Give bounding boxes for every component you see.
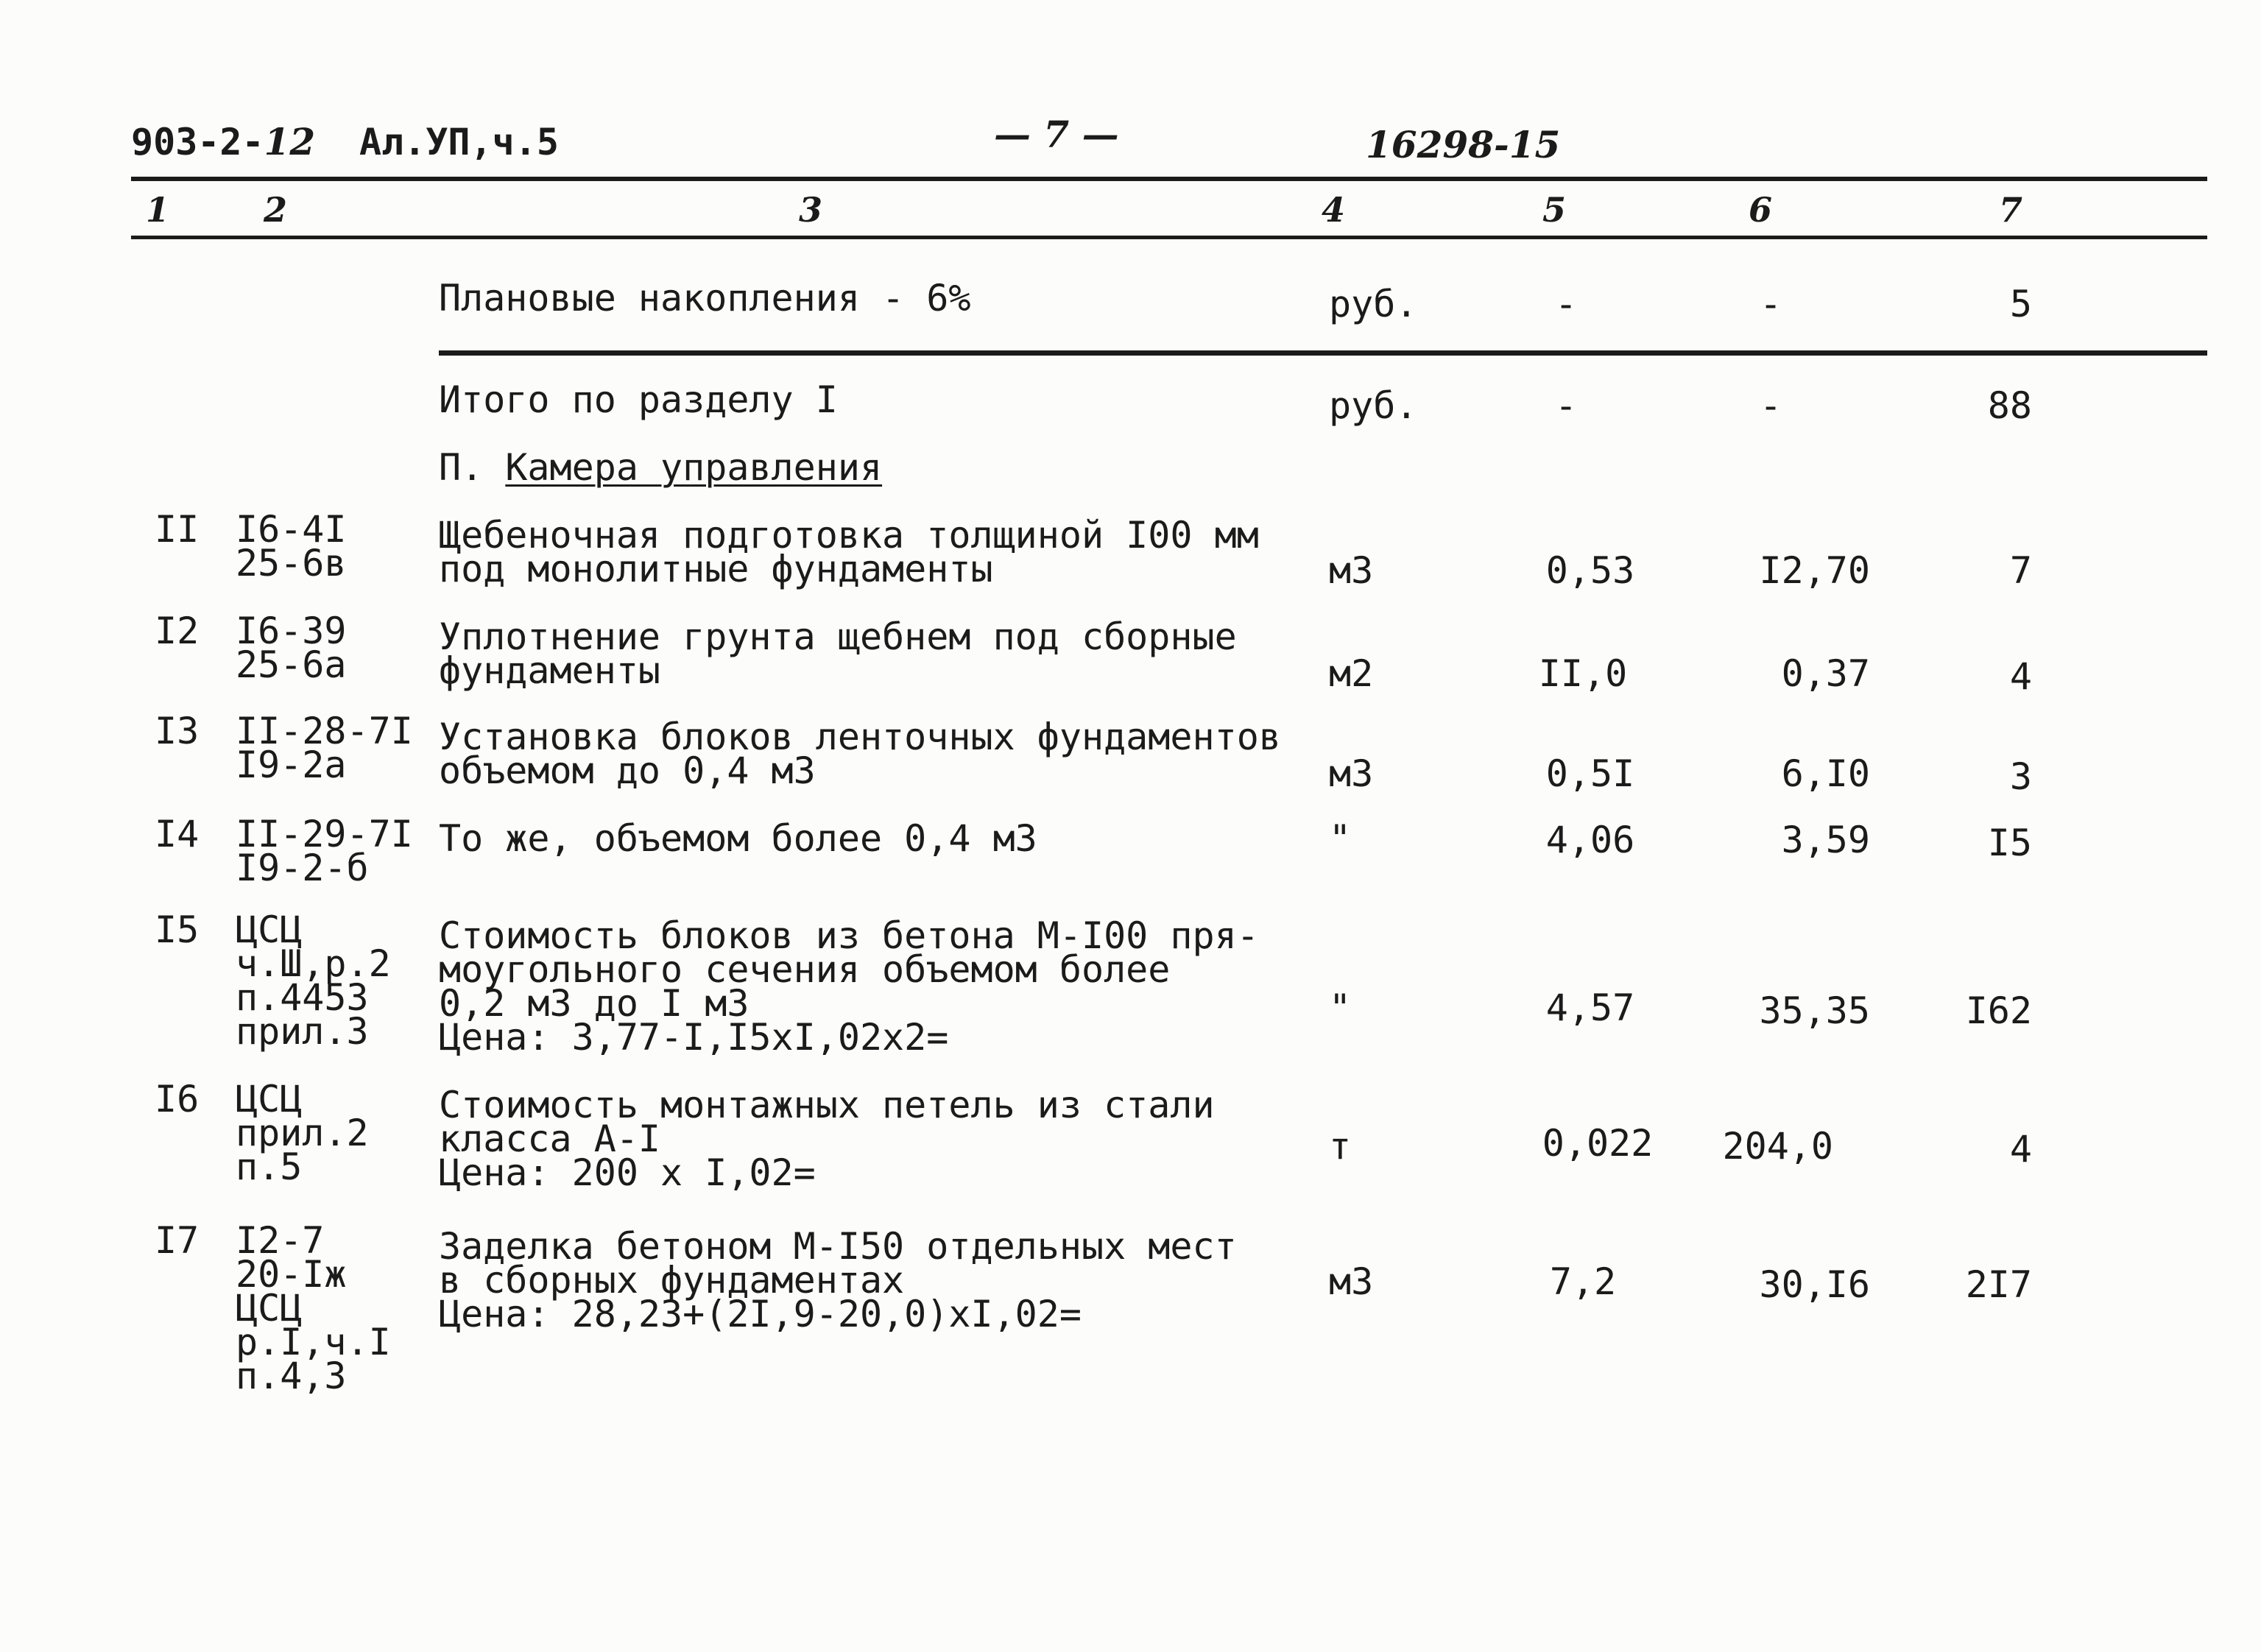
section-roman: П.: [439, 446, 484, 489]
summary-row-unit: руб.: [1329, 283, 1418, 325]
row-total: I5: [1987, 822, 2032, 864]
summary-rule: [439, 350, 2207, 356]
doc-code: [131, 120, 316, 163]
summary-row-qty: -: [1555, 283, 1578, 325]
row-qty: 0,53: [1545, 549, 1635, 592]
column-number-1: 1: [146, 190, 170, 230]
row-total: I62: [1965, 989, 2032, 1032]
row-total: 7: [2009, 549, 2032, 592]
row-description: Стоимость блоков из бетона М-I00 пря- моугольного сечения объемом более 0,2 м3 до I м3 Цена: 3,77-I,I5хI,02х2=: [439, 914, 1259, 1059]
row-price: 3,59: [1781, 819, 1870, 861]
summary-row-total: 5: [2009, 283, 2032, 325]
row-code: I6-39 25-6а: [236, 610, 347, 686]
row-qty: 4,57: [1545, 986, 1635, 1029]
summary-row-price: -: [1760, 384, 1782, 427]
row-qty: 0,5I: [1545, 752, 1635, 795]
column-number-3: 3: [799, 190, 823, 230]
row-description: Щебеночная подготовка толщиной I00 мм под монолитные фундаменты: [439, 514, 1259, 590]
summary-row-total: 88: [1987, 384, 2032, 427]
row-code: II-29-7I I9-2-б: [236, 813, 413, 889]
row-total: 2I7: [1965, 1263, 2032, 1306]
row-code: I6-4I 25-6в: [236, 508, 347, 585]
row-price: 0,37: [1781, 652, 1870, 695]
row-qty: II,0: [1538, 652, 1628, 695]
inventory-number: 16298-15: [1366, 123, 1561, 166]
row-qty: 0,022: [1542, 1122, 1654, 1165]
row-description: Уплотнение грунта щебнем под сборные фундаменты: [439, 615, 1237, 692]
row-unit: ": [1329, 817, 1352, 860]
row-unit: м3: [1329, 1260, 1374, 1303]
table-top-rule: [131, 177, 2207, 181]
row-description: То же, объемом более 0,4 м3: [439, 817, 1037, 860]
row-total: 4: [2009, 655, 2032, 698]
summary-row-price: -: [1760, 283, 1782, 325]
column-number-4: 4: [1322, 190, 1346, 230]
row-code: I2-7 20-Iж ЦСЦ р.I,ч.I п.4,3: [236, 1219, 391, 1397]
row-unit: ": [1329, 986, 1352, 1029]
row-number: I3: [155, 710, 200, 752]
row-unit: м3: [1329, 549, 1374, 592]
column-number-7: 7: [1999, 190, 2023, 230]
row-unit: м3: [1329, 752, 1374, 795]
row-qty: 7,2: [1549, 1260, 1617, 1303]
row-number: I6: [155, 1078, 200, 1120]
column-number-6: 6: [1749, 190, 1773, 230]
table-header-rule: [131, 236, 2207, 239]
row-description: Заделка бетоном М-I50 отдельных мест в сборных фундаментах Цена: 28,23+(2I,9-20,0)хI,02=: [439, 1225, 1237, 1335]
doc-code-prefix: 903-2-: [131, 121, 264, 163]
row-description: Установка блоков ленточных фундаментов объемом до 0,4 м3: [439, 716, 1281, 792]
row-number: I7: [155, 1219, 200, 1262]
row-number: I4: [155, 813, 200, 855]
column-number-2: 2: [264, 190, 288, 230]
row-number: I5: [155, 908, 200, 951]
summary-row-text: Итого по разделу I: [439, 378, 838, 421]
summary-row-qty: -: [1555, 384, 1578, 427]
row-code: ЦСЦ ч.Ш,р.2 п.4453 прил.3: [236, 908, 391, 1053]
doc-code-number: 12: [264, 120, 316, 163]
row-code: ЦСЦ прил.2 п.5: [236, 1078, 369, 1188]
row-price: I2,70: [1759, 549, 1870, 592]
page-number: — 7 —: [994, 113, 1119, 156]
section-title: Камера управления: [505, 446, 883, 489]
column-number-5: 5: [1542, 190, 1567, 230]
row-code: II-28-7I I9-2а: [236, 710, 413, 786]
row-price: 35,35: [1759, 989, 1870, 1032]
row-total: 4: [2009, 1128, 2032, 1171]
row-description: Стоимость монтажных петель из стали класса А-I Цена: 200 х I,02=: [439, 1084, 1215, 1194]
section-heading: [439, 446, 883, 489]
summary-row-unit: руб.: [1329, 384, 1418, 427]
summary-row-text: Плановые накопления - 6%: [439, 277, 971, 320]
row-qty: 4,06: [1545, 819, 1635, 861]
row-number: II: [155, 508, 200, 551]
album-ref: Ал.УП,ч.5: [359, 121, 559, 163]
row-number: I2: [155, 610, 200, 652]
row-unit: м2: [1329, 652, 1374, 695]
row-unit: т: [1329, 1125, 1352, 1168]
row-total: 3: [2009, 755, 2032, 798]
row-price: 30,I6: [1759, 1263, 1870, 1306]
row-price: 204,0: [1722, 1125, 1833, 1168]
row-price: 6,I0: [1781, 752, 1870, 795]
